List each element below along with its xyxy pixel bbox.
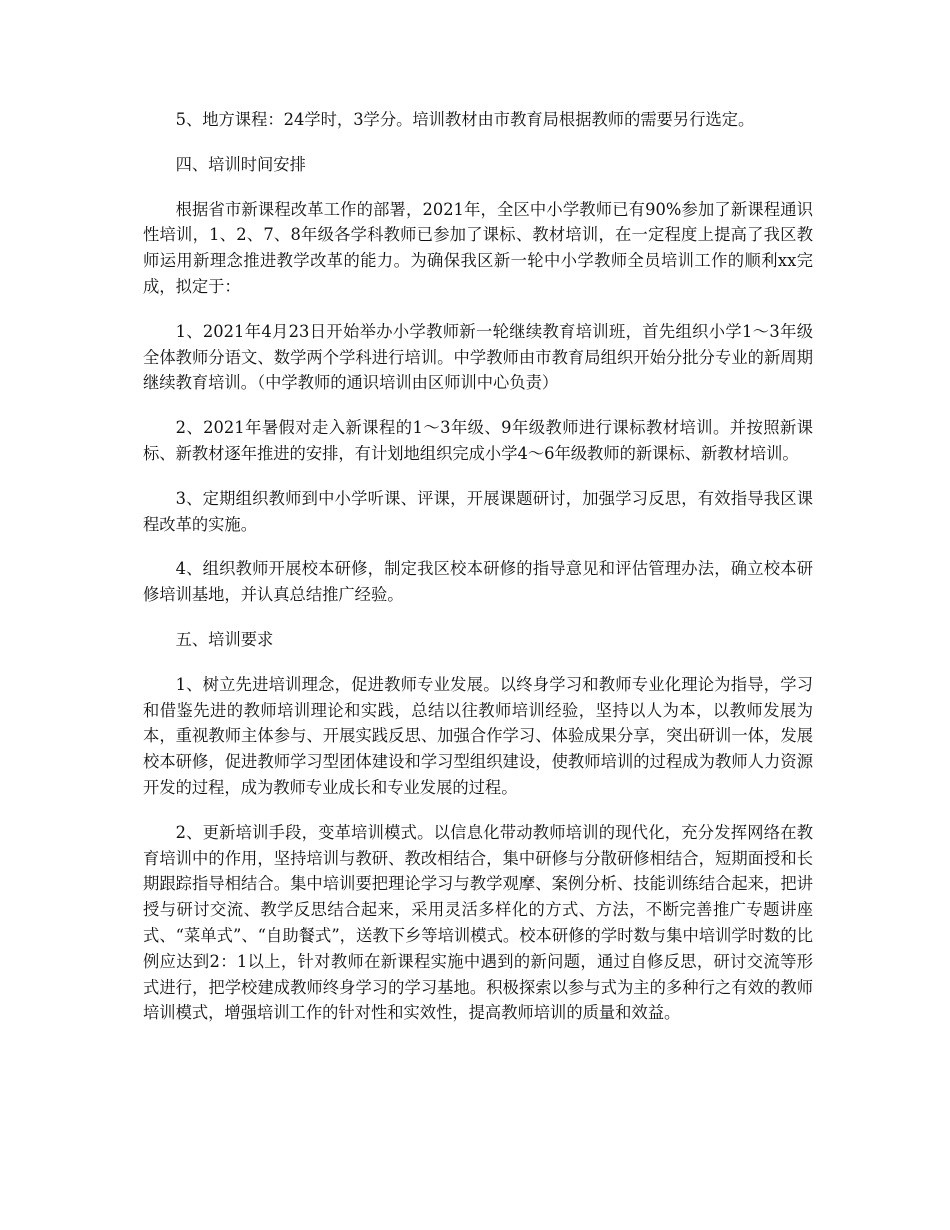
paragraph-local-curriculum: 5、地方课程：24学时，3学分。培训教材由市教育局根据教师的需要另行选定。 bbox=[175, 110, 755, 129]
paragraph-schedule-item-2: 2、2021年暑假对走入新课程的1～3年级、9年级教师进行课标教材培训。并按照新课标、新教材逐年推进的安排，有计划地组织完成小学4～6年级教师的新课标、新教材培训。 bbox=[143, 418, 813, 463]
paragraph-requirement-1: 1、树立先进培训理念，促进教师专业发展。以终身学习和教师专业化理论为指导，学习和借鉴先进的教师培训理论和实践，总结以往教师培训经验，坚持以人为本，以教师发展为本，重视教师主体参与、开展实践反思、加强合作学习、体验成果分享，突出研训一体，发展校本研修，促进教师学习型团体建设和学习型组织建设，使教师培训的过程成为教师人力资源开发的过程，成为教师专业成长和专业发展的过程。 bbox=[143, 674, 813, 797]
paragraph-schedule-item-3: 3、定期组织教师到中小学听课、评课，开展课题研讨，加强学习反思，有效指导我区课程改革的实施。 bbox=[143, 488, 813, 534]
document-page bbox=[143, 107, 813, 1045]
paragraph-schedule-intro: 根据省市新课程改革工作的部署，2021年，全区中小学教师已有90%参加了新课程通识性培训，1、2、7、8年级各学科教师已参加了课标、教材培训，在一定程度上提高了我区教师运用新理念推进教学改革的能力。为确保我区新一轮中小学教师全员培训工作的顺利xx完成，拟定于： bbox=[143, 199, 813, 296]
section-heading-schedule: 四、培训时间安排 bbox=[175, 154, 306, 174]
paragraph-schedule-item-4: 4、组织教师开展校本研修，制定我区校本研修的指导意见和评估管理办法，确立校本研修培训基地，并认真总结推广经验。 bbox=[143, 559, 813, 605]
paragraph-requirement-2: 2、更新培训手段，变革培训模式。以信息化带动教师培训的现代化，充分发挥网络在教育培训中的作用，坚持培训与教研、教改相结合，集中研修与分散研修相结合，短期面授和长期跟踪指导相结合。集中培训要把理论学习与教学观摩、案例分析、技能训练结合起来，把讲授与研讨交流、教学反思结合起来，采用灵活多样化的方式、方法，不断完善推广专题讲座式、“菜单式”、“自助餐式”，送教下乡等培训模式。校本研修的学时数与集中培训学时数的比例应达到2：1以上，针对教师在新课程实施中遇到的新问题，通过自修反思，研讨交流等形式进行，把学校建成教师终身学习的学习基地。积极探索以参与式为主的多种行之有效的教师培训模式，增强培训工作的针对性和实效性，提高教师培训的质量和效益。 bbox=[143, 822, 813, 1023]
paragraph-schedule-item-1: 1、2021年4月23日开始举办小学教师新一轮继续教育培训班，首先组织小学1～3年级全体教师分语文、数学两个学科进行培训。中学教师由市教育局组织开始分批分专业的新周期继续教育培训。（中学教师的通识培训由区师训中心负责） bbox=[143, 321, 813, 393]
section-heading-requirements: 五、培训要求 bbox=[175, 629, 274, 649]
